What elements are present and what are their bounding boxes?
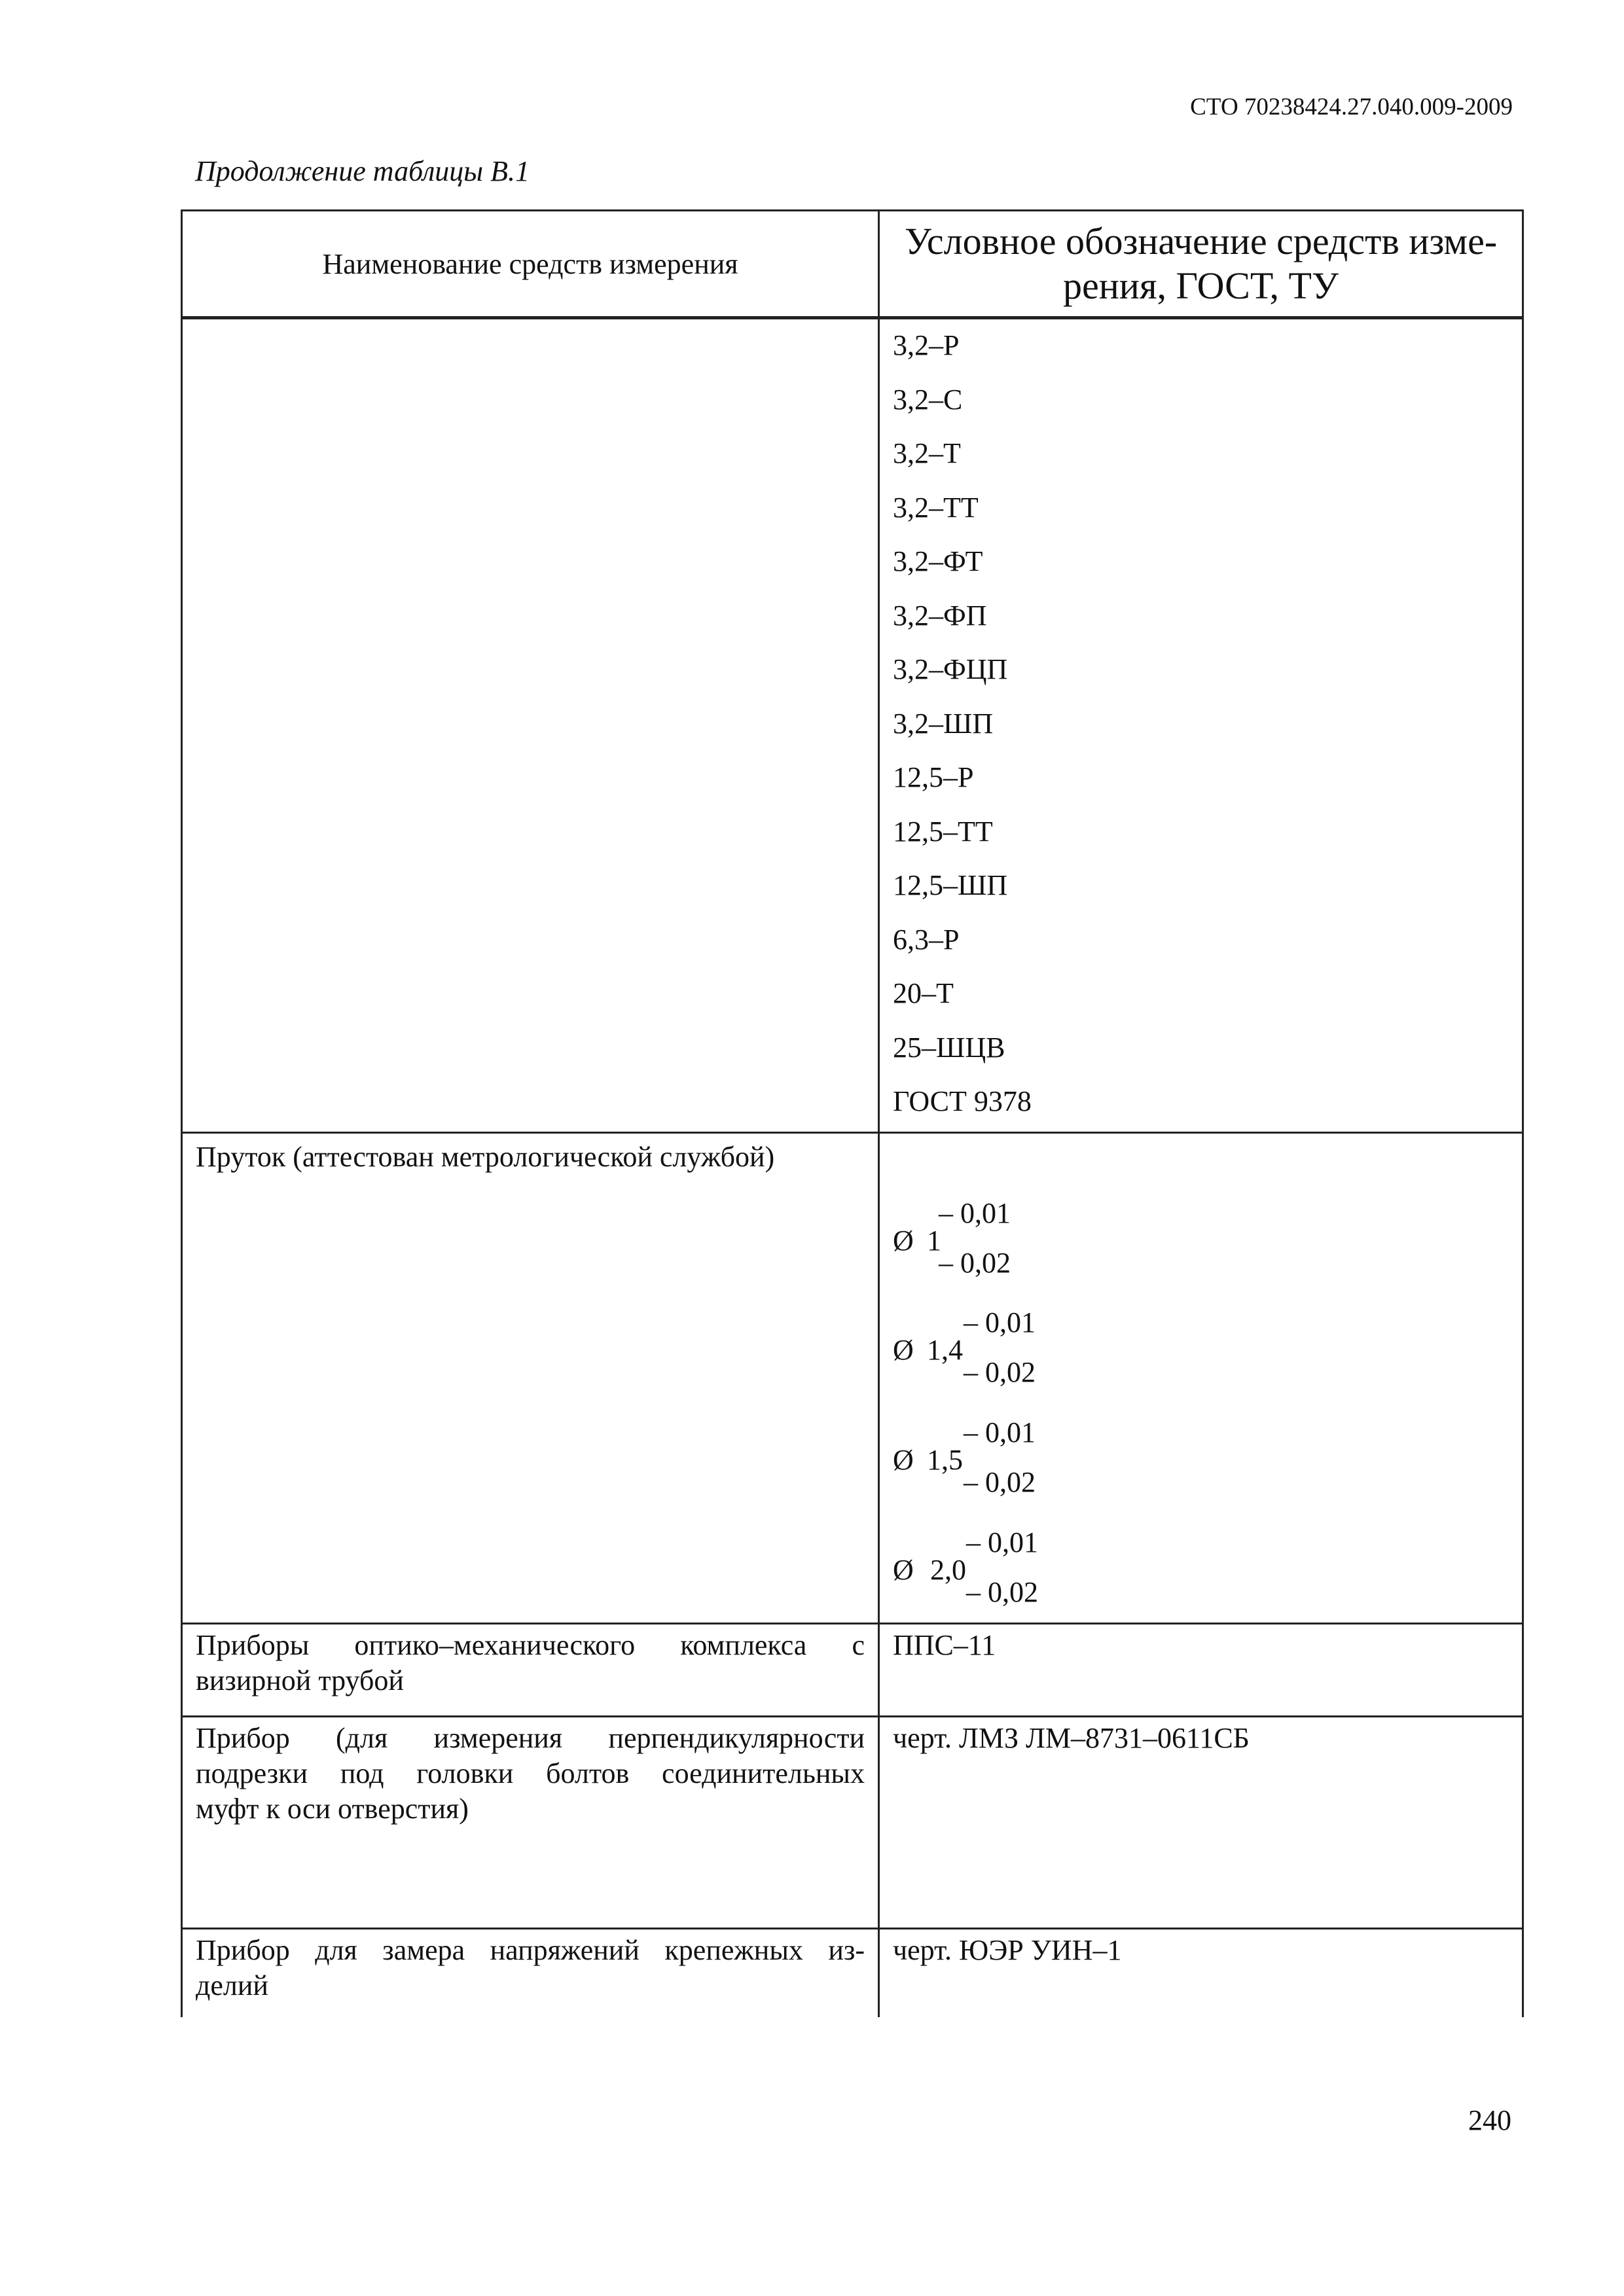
rod-diameter-1 [893,1196,1286,1295]
list-item: 25–ШЦВ [893,1031,1005,1064]
list-item: 3,2–Т [893,437,961,469]
lower-tolerance: – 0,02 [964,1356,1036,1388]
diameter-symbol: Ø [893,1334,914,1366]
list-item: 3,2–ТТ [893,491,979,524]
measurement-tools-table [181,209,1524,2017]
list-item: 3,2–Р [893,329,960,361]
upper-tolerance: – 0,01 [964,1306,1036,1338]
list-item: 12,5–ТТ [893,815,993,848]
column-header-designation [880,211,1522,316]
diameter-symbol: Ø [893,1225,914,1257]
rod-name: Пруток (аттестован метрологической службой) [196,1141,775,1173]
list-item: 12,5–ШП [893,869,1008,901]
column-header-designation-line1: Условное обозначение средств изме- [904,220,1498,262]
nominal-value: 1,4 [927,1334,963,1366]
row-divider [183,1715,1522,1717]
list-item: 6,3–Р [893,923,960,956]
nominal-value: 1 [927,1225,941,1257]
list-item: 20–Т [893,977,954,1009]
row-divider [183,1928,1522,1929]
lower-tolerance: – 0,02 [939,1247,1011,1279]
list-item: 3,2–ФЦП [893,653,1008,685]
row-divider [183,1623,1522,1624]
diameter-symbol: Ø [893,1444,914,1476]
list-item: 12,5–Р [893,761,974,793]
row-divider [183,1132,1522,1134]
table-row-perpendicularity-designation: черт. ЛМЗ ЛМ–8731–0611СБ [893,1722,1250,1754]
page-number: 240 [1468,2104,1511,2136]
document-code: СТО 70238424.27.040.009-2009 [1190,94,1513,120]
upper-tolerance: – 0,01 [966,1526,1038,1558]
list-item: 3,2–ФТ [893,545,983,577]
table-row-stress-designation: черт. ЮЭР УИН–1 [893,1934,1122,1966]
diameter-symbol: Ø [893,1554,914,1586]
upper-tolerance: – 0,01 [964,1416,1036,1448]
table-row-optical-name: Приборы оптико–механического комплекса с визирной трубой [196,1629,865,1696]
list-item: 3,2–ШП [893,707,994,740]
upper-tolerance: – 0,01 [939,1197,1011,1229]
table-continuation-caption: Продолжение таблицы В.1 [195,155,530,187]
designation-code-list [893,319,1515,1129]
column-divider [878,211,880,2017]
rod-diameter-3 [893,1416,1286,1514]
nominal-value: 1,5 [927,1444,963,1476]
lower-tolerance: – 0,02 [966,1576,1038,1608]
table-row-perpendicularity-name: Прибор (для измерения перпендикулярности подрезки под головки болтов соединительных муфт к оси отверстия) [196,1722,865,1825]
column-header-designation-line2: рения, ГОСТ, ТУ [1063,264,1339,307]
list-item: 3,2–ФП [893,599,987,632]
column-header-name: Наименование средств измерения [322,247,738,280]
rod-diameter-2 [893,1306,1286,1404]
table-row-stress-name: Прибор для замера напряжений крепежных из- делий [196,1934,865,2001]
table-row-optical-designation: ППС–11 [893,1629,996,1661]
rod-diameter-4 [893,1526,1286,1624]
list-item: ГОСТ 9378 [893,1085,1032,1117]
nominal-value: 2,0 [930,1554,966,1586]
list-item: 3,2–С [893,383,963,416]
lower-tolerance: – 0,02 [964,1466,1036,1498]
